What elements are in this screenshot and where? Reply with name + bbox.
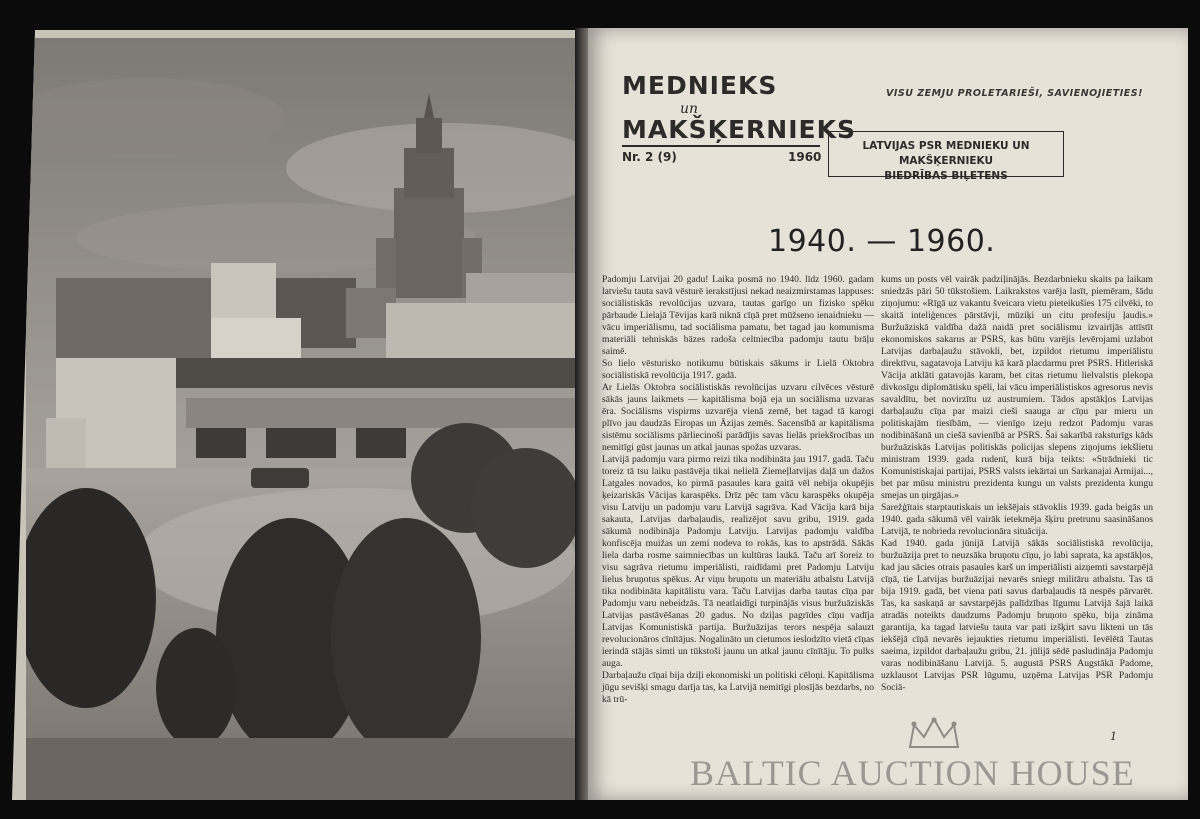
masthead-title-line2: MAKŠĶERNIEKS bbox=[622, 115, 856, 144]
slogan: VISU ZEMJU PROLETARIEŠI, SAVIENOJIETIES! bbox=[886, 88, 1143, 99]
masthead-title-line1: MEDNIEKS bbox=[622, 71, 778, 100]
article-headline: 1940. — 1960. bbox=[768, 224, 996, 259]
bulletin-box bbox=[828, 131, 1064, 182]
right-page bbox=[588, 28, 1188, 800]
issue-number: Nr. 2 (9) bbox=[622, 150, 677, 164]
masthead-rule bbox=[622, 145, 820, 147]
city-photograph bbox=[26, 38, 586, 800]
page-number: 1 bbox=[1110, 730, 1117, 743]
issue-year: 1960 bbox=[788, 150, 822, 164]
article-column-left: Padomju Latvijai 20 gadu! Laika posmā no 1940. līdz 1960. gadam latviešu tauta savā vēsturē ierakstījusi nekad neaizmirstamas lappuses: sociālistiskās revolūcijas uzvara, tautas garīgo un fizisko spēku pārbaude Lielajā Tēvijas karā niknā cīņā pret mūžseno ienaidnieku — vācu imperiālismu, tad sociālisma pamatu, bet tagad jau komunisma materiāli tehniskās bāzes radoša celtniecība padomju tautu brāļu saimē. So lielo vēsturisko notikumu būtiskais sākums ir Lielā Oktobra sociālistiskā revolūcija 1917. gadā. Ar Lielās Oktobra sociālistiskās revolūcijas uzvaru cilvēces vēsturē sākās jauns laikmets — kapitālisma bojā eja un sociālisma uzvaras ēra. Sociālisms vispirms uzvarēja vienā zemē, bet tagad tā karogi plīvo jau daudzās Eiropas un Āzijas zemēs. Sacensībā ar kapitālisma sistēmu sociālisms pārliecinoši parādījis savas lielās priekšrocības un nemitīgi gūst jaunas un atkal jaunas spožas uzvaras. Latvijā padomju vara pirmo reizi tika nodibināta jau 1917. gadā. Taču toreiz tā tsu laiku pastāvēja tikai nelielā Ziemeļlatvijas daļā un dažos Latgales novados, ko pirmā pasaules kara gaitā vēl nebija okupējis ķeizariskās Vācijas karaspēks. Drīz pēc tam vācu karaspēks okupēja visu Latviju un padomju varu Latvijā sagrāva. Kad Vācija karā bija sakauta, Latvijas darbaļaudis, realizējot savu gribu, 1919. gada sākumā nodibināja Padomju Latviju. Latvijas padomju valdība konfiscēja muižas un zemi nodeva to rokās, kas to apstrādā. Sākās liela darba rosme saimniecības un kultūras laukā. Taču arī šoreiz to visu sagrāva rietumu imperiālisti, raidīdami pret Padomju Latviju lielus bruņotus spēkus. Ar viņu bruņotu un materiālu atbalstu Latvijā tika nodibināta kapitālistu vara. Taču Latvijas darba tautas cīņa par Padomju varu nebeidzās. Tā neatlaidīgi turpinājās visus buržuāziskās Latvijas pastāvēšanas 20 gadus. No dziļas pagrīdes cīņu vadīja Latvijas Komunistiskā partija. Buržuāzijas terors nespēja salauzt revolucionāros cīnītājus. Nogalināto un cietumos ieslodzīto vietā cīņas ierindā stājās simti un tūkstoši jaunu un atkal jaunu cīnītāju. To pulks auga. Darbaļaužu cīņai bija dziļi ekonomiski un politiski cēloņi. Kapitālisma jūgu sevišķi smagu darīja tas, ka Latvijā nemitīgi plosījās bezdarbs, no kā trū- bbox=[602, 274, 874, 705]
left-page bbox=[12, 30, 587, 800]
article-column-right: kums un posts vēl vairāk padziļinājās. Bezdarbnieku skaits pa laikam sniedzās pāri 50 tūkstošiem. Laikrakstos varēja lasīt, piemēram, šādu ziņojumu: «Rīgā uz vakantu šveicara vietu pieteikušies 175 cilvēki, to skaitā inteliģences pārstāvji, mūziķi un citu profesiju ļaudis.» Buržuāziskā valdība dažā naidā pret sociālismu izvairījās attīstīt ekonomiskos sakarus ar PSRS, kas būtu varējis levērojami uzlabot Latvijas darbaļaužu stāvokli, bet, izpildot rietumu imperiālistu direktīvu, sagatavoja Latviju kā karā placdarmu pret PSRS. Hitleriskā Vācija atklāti gatavojās karam, bet citas rietumu lielvalstis plekopa divkosīgu diplomātisku spēli, lai vācu imperiālistiskos agresorus nevis savaldītu, bet novirzītu uz austrumiem. Tādos apstākļos Latvijas darbaļaužu cīņa par maizi cieši saauga ar cīņu par mieru un politiskajām tiesībām, — vienīgo izeju redzot Padomju varas nodibināšanā un ciešā savienībā ar PSRS. Šai sakarībā raksturīgs kāds buržuāziskās Latvijas politiskās policijas slepens ziņojums iekšlietu ministram 1939. gada rudenī, kurā bija teikts: «Strādnieki tic Komunistiskajai partijai, PSRS valsts iekārtai un Sarkanajai Armijai..., bet par mūsu ministru prezidenta kungu un valsts prezidenta kungu smejas un ņirgājas.» Sarežģītais starptautiskais un iekšējais stāvoklis 1939. gada beigās un 1940. gada sākumā vēl vairāk ietekmēja šķiru pretrunu saasināšanos Latvijā, te nobrieda revolucionāra situācija. Kad 1940. gada jūnijā Latvijā sākās sociālistiskā revolūcija, buržuāzija pret to neuzsāka bruņotu cīņu, jo labi saprata, ka apstākļos, kad jau sācies otrais pasaules karš un imperiālisti aizņemti savstarpējā cīņā, tie Latvijas buržuāzijai nevarēs sniegt militāru atbalstu. Tas tā bija 1919. gadā, bet viena pati savus darbaļaudis tā nespēs pārvarēt. Tas, ka saskaņā ar savstarpējās palīdzības līgumu Latvijā šajā laikā atradās noteikts daudzums Padomju bruņoto spēku, bija zināma garantija, ka tagad latviešu tauta var pati izšķirt savu likteni un tās iekšējā cīņā nevarēs iejaukties rietumu imperiālisti. Ievēlētā Tautas saeima, izpildot darbaļaužu gribu, 21. jūlijā sēdē pasludināja Padomju varas nodibināšanu Latvijā. 5. augustā PSRS Augstākā Padome, uzklausot Latvijas PSR lūgumu, uzņēma Latvijas PSR Padomju Sociā- bbox=[881, 274, 1153, 693]
bulletin-line1: LATVIJAS PSR MEDNIEKU UN MAKŠĶERNIEKU bbox=[862, 140, 1030, 167]
watermark-text: BALTIC AUCTION HOUSE bbox=[690, 753, 1135, 793]
bulletin-line2: BIEDRĪBAS BIĻETENS bbox=[884, 170, 1008, 182]
crown-icon bbox=[908, 717, 960, 751]
masthead-connector: un bbox=[680, 101, 699, 117]
